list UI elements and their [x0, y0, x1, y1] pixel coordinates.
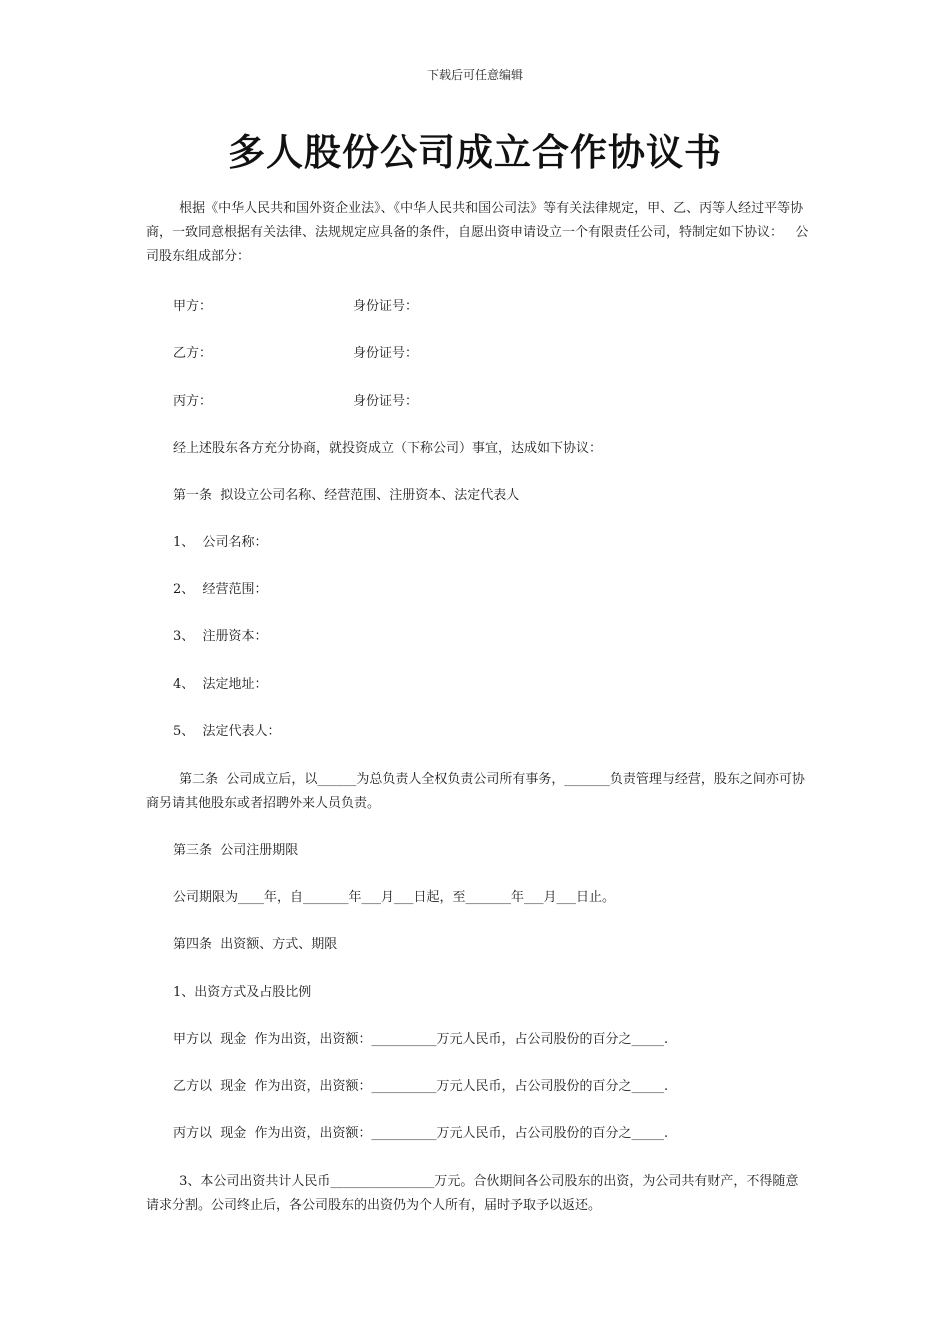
party-c-id-label: 身份证号： — [353, 394, 419, 409]
consensus-line: 经上述股东各方充分协商，就投资成立（下称公司）事宜，达成如下协议： — [173, 441, 603, 456]
article-3-term: 公司期限为____年，自_______年___月___日起，至_______年___月___日止。 — [173, 890, 616, 905]
party-a-label: 甲方： — [173, 299, 213, 314]
article-1-item: 3、 注册资本： — [173, 629, 268, 644]
article-4-heading: 第四条 出资额、方式、期限 — [173, 937, 338, 952]
total-contribution-paragraph: 3、本公司出资共计人民币________________万元。合伙期间各公司股东的出资，为公司共有财产，不得随意请求分割。公司终止后，各公司股东的出资仍为个人所有，届时予取予以返还。 — [146, 1174, 799, 1213]
article-3-heading: 第三条 公司注册期限 — [173, 843, 299, 858]
document-title: 多人股份公司成立合作协议书 — [228, 130, 722, 174]
article-1-item: 1、 公司名称： — [173, 535, 268, 550]
party-b-id-label: 身份证号： — [353, 346, 419, 361]
article-4-subheading: 1、出资方式及占股比例 — [173, 985, 312, 1000]
article-1-item: 4、 法定地址： — [173, 677, 268, 692]
article-1-heading: 第一条 拟设立公司名称、经营范围、注册资本、法定代表人 — [173, 488, 520, 503]
contribution-line-b: 乙方以 现金 作为出资，出资额：__________万元人民币，占公司股份的百分之_____. — [173, 1079, 669, 1094]
article-1-item: 2、 经营范围： — [173, 582, 268, 597]
article-2-paragraph: 第二条 公司成立后，以______为总负责人全权负责公司所有事务，_______负责管理与经营，股东之间亦可协商另请其他股东或者招聘外来人员负责。 — [146, 772, 805, 811]
party-c-label: 丙方： — [173, 394, 213, 409]
party-b-label: 乙方： — [173, 346, 213, 361]
article-1-item: 5、 法定代表人： — [173, 724, 281, 739]
intro-paragraph: 根据《中华人民共和国外资企业法》、《中华人民共和国公司法》等有关法律规定，甲、乙、丙等人经过平等协商，一致同意根据有关法律、法规规定应具备的条件，自愿出资申请设立一个有限责任公司，特制定如下协议： 公司股东组成部分： — [146, 201, 809, 264]
contribution-line-c: 丙方以 现金 作为出资，出资额：__________万元人民币，占公司股份的百分之_____. — [173, 1126, 669, 1141]
header-note: 下载后可任意编辑 — [426, 68, 523, 82]
contribution-line-a: 甲方以 现金 作为出资，出资额：__________万元人民币，占公司股份的百分之_____. — [173, 1032, 669, 1047]
party-a-id-label: 身份证号： — [353, 299, 419, 314]
